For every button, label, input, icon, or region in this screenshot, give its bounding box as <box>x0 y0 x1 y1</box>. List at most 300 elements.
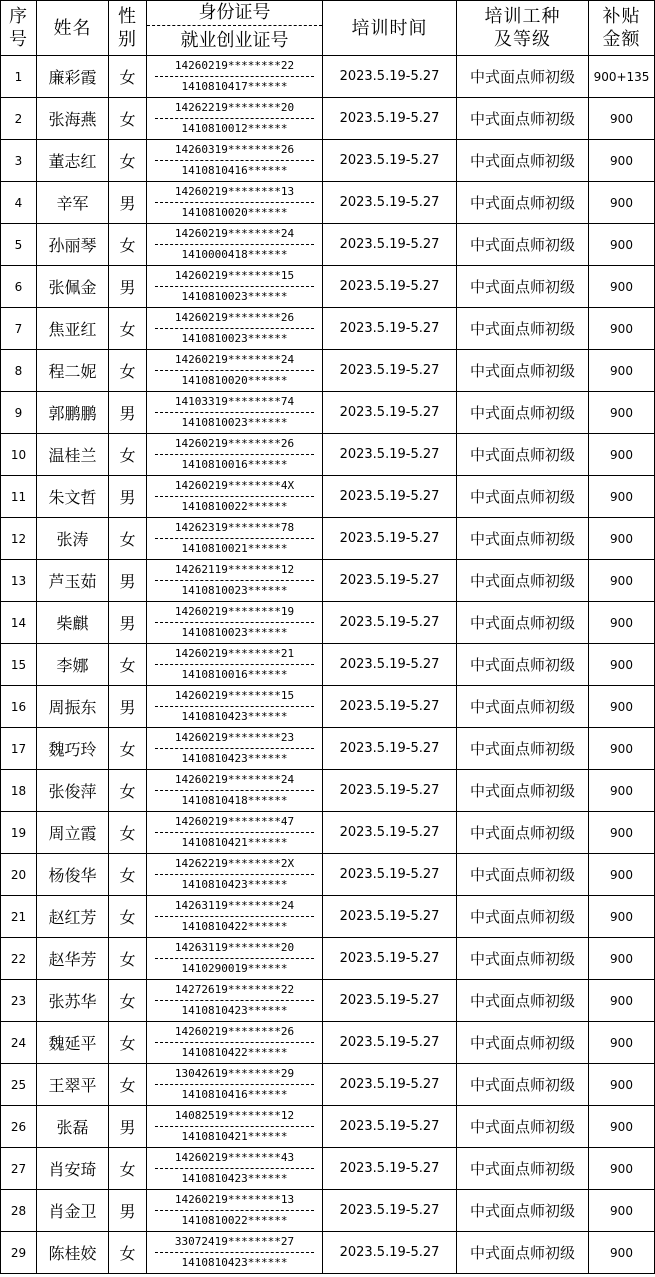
cell-sex: 男 <box>109 1106 147 1148</box>
table-row <box>1 644 655 686</box>
cell-seq: 24 <box>1 1022 37 1064</box>
cell-time: 2023.5.19-5.27 <box>323 1190 457 1232</box>
cell-amount: 900 <box>589 308 655 350</box>
cell-type: 中式面点师初级 <box>457 1190 589 1232</box>
cell-cert: 1410810016****** <box>181 458 288 471</box>
cell-name: 肖安琦 <box>37 1148 109 1190</box>
header-amount-text: 补贴金额 <box>602 6 641 50</box>
cell-sex: 男 <box>109 560 147 602</box>
cell-type: 中式面点师初级 <box>457 98 589 140</box>
table-row <box>1 854 655 896</box>
cell-time: 2023.5.19-5.27 <box>323 686 457 728</box>
cell-sex: 女 <box>109 938 147 980</box>
cell-id-cert <box>147 1190 323 1232</box>
cell-sex: 女 <box>109 728 147 770</box>
cell-name: 焦亚红 <box>37 308 109 350</box>
cell-time: 2023.5.19-5.27 <box>323 938 457 980</box>
cell-time: 2023.5.19-5.27 <box>323 182 457 224</box>
cell-id: 14263119********20 <box>155 938 314 959</box>
cell-id-cert <box>147 434 323 476</box>
cell-cert: 1410810022****** <box>181 500 288 513</box>
cell-cert: 1410810023****** <box>181 290 288 303</box>
cell-id: 14260219********4X <box>155 476 314 497</box>
cell-id: 14262119********12 <box>155 560 314 581</box>
cell-amount: 900 <box>589 728 655 770</box>
cell-type: 中式面点师初级 <box>457 1064 589 1106</box>
cell-seq: 21 <box>1 896 37 938</box>
cell-time: 2023.5.19-5.27 <box>323 644 457 686</box>
cell-id-cert <box>147 644 323 686</box>
cell-id: 14260219********43 <box>155 1148 314 1169</box>
cell-time: 2023.5.19-5.27 <box>323 812 457 854</box>
cell-time: 2023.5.19-5.27 <box>323 1106 457 1148</box>
cell-id: 14260219********24 <box>155 350 314 371</box>
cell-seq: 18 <box>1 770 37 812</box>
header-id-cell <box>147 1 323 56</box>
cell-time: 2023.5.19-5.27 <box>323 434 457 476</box>
table-row <box>1 812 655 854</box>
cell-seq: 22 <box>1 938 37 980</box>
cell-id-cert <box>147 224 323 266</box>
cell-type: 中式面点师初级 <box>457 350 589 392</box>
cell-name: 张海燕 <box>37 98 109 140</box>
cell-type: 中式面点师初级 <box>457 56 589 98</box>
cell-amount: 900 <box>589 644 655 686</box>
cell-sex: 男 <box>109 266 147 308</box>
cell-time: 2023.5.19-5.27 <box>323 896 457 938</box>
table-row <box>1 938 655 980</box>
cell-cert: 1410810423****** <box>181 1172 288 1185</box>
table-row <box>1 182 655 224</box>
header-name: 姓名 <box>37 1 109 56</box>
cell-seq: 8 <box>1 350 37 392</box>
table-row <box>1 476 655 518</box>
cell-cert: 1410810023****** <box>181 416 288 429</box>
cell-seq: 3 <box>1 140 37 182</box>
cell-name: 张俊萍 <box>37 770 109 812</box>
cell-id: 14260219********47 <box>155 812 314 833</box>
cell-id-cert <box>147 1232 323 1274</box>
cell-sex: 男 <box>109 686 147 728</box>
cell-name: 魏延平 <box>37 1022 109 1064</box>
cell-amount: 900 <box>589 1190 655 1232</box>
cell-id: 14260219********19 <box>155 602 314 623</box>
cell-sex: 男 <box>109 182 147 224</box>
cell-type: 中式面点师初级 <box>457 1106 589 1148</box>
table-row <box>1 1106 655 1148</box>
cell-sex: 女 <box>109 854 147 896</box>
cell-name: 杨俊华 <box>37 854 109 896</box>
cell-cert: 1410810418****** <box>181 794 288 807</box>
cell-amount: 900 <box>589 476 655 518</box>
cell-id: 14260219********26 <box>155 308 314 329</box>
cell-amount: 900 <box>589 518 655 560</box>
cell-type: 中式面点师初级 <box>457 518 589 560</box>
cell-id-cert <box>147 350 323 392</box>
cell-amount: 900 <box>589 686 655 728</box>
cell-name: 王翠平 <box>37 1064 109 1106</box>
cell-id: 14103319********74 <box>155 392 314 413</box>
cell-sex: 男 <box>109 1190 147 1232</box>
cell-name: 董志红 <box>37 140 109 182</box>
cell-amount: 900 <box>589 980 655 1022</box>
cell-id-cert <box>147 1022 323 1064</box>
cell-name: 张涛 <box>37 518 109 560</box>
cell-id: 14260319********26 <box>155 140 314 161</box>
cell-name: 张苏华 <box>37 980 109 1022</box>
cell-sex: 女 <box>109 518 147 560</box>
cell-type: 中式面点师初级 <box>457 308 589 350</box>
cell-time: 2023.5.19-5.27 <box>323 224 457 266</box>
cell-amount: 900+135 <box>589 56 655 98</box>
cell-type: 中式面点师初级 <box>457 854 589 896</box>
cell-id: 14260219********26 <box>155 1022 314 1043</box>
cell-time: 2023.5.19-5.27 <box>323 392 457 434</box>
cell-type: 中式面点师初级 <box>457 476 589 518</box>
table-row <box>1 56 655 98</box>
header-amount <box>589 1 655 56</box>
cell-id-cert <box>147 392 323 434</box>
cell-seq: 6 <box>1 266 37 308</box>
table-row <box>1 1148 655 1190</box>
cell-time: 2023.5.19-5.27 <box>323 98 457 140</box>
cell-id-cert <box>147 1064 323 1106</box>
cell-id: 14260219********15 <box>155 266 314 287</box>
cell-cert: 1410810421****** <box>181 1130 288 1143</box>
cell-type: 中式面点师初级 <box>457 560 589 602</box>
cell-sex: 女 <box>109 434 147 476</box>
table-row <box>1 1064 655 1106</box>
cell-id: 14260219********23 <box>155 728 314 749</box>
cell-type: 中式面点师初级 <box>457 266 589 308</box>
cell-time: 2023.5.19-5.27 <box>323 1232 457 1274</box>
cell-seq: 27 <box>1 1148 37 1190</box>
cell-id: 14260219********21 <box>155 644 314 665</box>
cell-seq: 17 <box>1 728 37 770</box>
cell-amount: 900 <box>589 1106 655 1148</box>
table-row <box>1 560 655 602</box>
cell-id-cert <box>147 140 323 182</box>
cell-id-cert <box>147 1148 323 1190</box>
cell-id: 14262219********2X <box>155 854 314 875</box>
header-sex <box>109 1 147 56</box>
cell-amount: 900 <box>589 1022 655 1064</box>
cell-name: 肖金卫 <box>37 1190 109 1232</box>
cell-name: 朱文哲 <box>37 476 109 518</box>
cell-id: 14263119********24 <box>155 896 314 917</box>
header-time: 培训时间 <box>323 1 457 56</box>
cell-seq: 5 <box>1 224 37 266</box>
cell-id-cert <box>147 56 323 98</box>
cell-amount: 900 <box>589 770 655 812</box>
cell-seq: 1 <box>1 56 37 98</box>
cell-time: 2023.5.19-5.27 <box>323 266 457 308</box>
cell-seq: 20 <box>1 854 37 896</box>
table-row <box>1 392 655 434</box>
cell-id-cert <box>147 812 323 854</box>
cell-amount: 900 <box>589 1148 655 1190</box>
cell-id-cert <box>147 602 323 644</box>
cell-id-cert <box>147 518 323 560</box>
cell-amount: 900 <box>589 560 655 602</box>
cell-id-cert <box>147 854 323 896</box>
cell-name: 陈桂姣 <box>37 1232 109 1274</box>
cell-cert: 1410810022****** <box>181 1214 288 1227</box>
cell-type: 中式面点师初级 <box>457 770 589 812</box>
cell-type: 中式面点师初级 <box>457 224 589 266</box>
cell-name: 廉彩霞 <box>37 56 109 98</box>
cell-id: 14260219********24 <box>155 770 314 791</box>
header-type-text: 培训工种及等级 <box>484 6 561 50</box>
cell-id: 14260219********13 <box>155 182 314 203</box>
cell-id-cert <box>147 770 323 812</box>
cell-amount: 900 <box>589 854 655 896</box>
cell-seq: 14 <box>1 602 37 644</box>
cell-name: 魏巧玲 <box>37 728 109 770</box>
table-row <box>1 896 655 938</box>
cell-type: 中式面点师初级 <box>457 938 589 980</box>
cell-name: 辛军 <box>37 182 109 224</box>
cell-name: 程二妮 <box>37 350 109 392</box>
cell-sex: 女 <box>109 896 147 938</box>
cell-cert: 1410810423****** <box>181 878 288 891</box>
cell-name: 赵华芳 <box>37 938 109 980</box>
cell-sex: 女 <box>109 980 147 1022</box>
header-row <box>1 1 655 56</box>
cell-cert: 1410290019****** <box>181 962 288 975</box>
cell-amount: 900 <box>589 896 655 938</box>
cell-id-cert <box>147 686 323 728</box>
cell-seq: 4 <box>1 182 37 224</box>
table-row <box>1 98 655 140</box>
cell-id-cert <box>147 560 323 602</box>
cell-name: 孙丽琴 <box>37 224 109 266</box>
cell-time: 2023.5.19-5.27 <box>323 980 457 1022</box>
cell-time: 2023.5.19-5.27 <box>323 854 457 896</box>
cell-seq: 13 <box>1 560 37 602</box>
cell-type: 中式面点师初级 <box>457 140 589 182</box>
cell-type: 中式面点师初级 <box>457 392 589 434</box>
table-row <box>1 350 655 392</box>
cell-cert: 1410810016****** <box>181 668 288 681</box>
cell-cert: 1410810423****** <box>181 752 288 765</box>
table-row <box>1 1022 655 1064</box>
cell-cert: 1410000418****** <box>181 248 288 261</box>
cell-cert: 1410810417****** <box>181 80 288 93</box>
cell-seq: 16 <box>1 686 37 728</box>
cell-type: 中式面点师初级 <box>457 1148 589 1190</box>
cell-type: 中式面点师初级 <box>457 812 589 854</box>
cell-amount: 900 <box>589 182 655 224</box>
cell-amount: 900 <box>589 224 655 266</box>
cell-seq: 29 <box>1 1232 37 1274</box>
cell-seq: 23 <box>1 980 37 1022</box>
cell-amount: 900 <box>589 266 655 308</box>
cell-time: 2023.5.19-5.27 <box>323 140 457 182</box>
cell-amount: 900 <box>589 434 655 476</box>
cell-id: 14272619********22 <box>155 980 314 1001</box>
cell-time: 2023.5.19-5.27 <box>323 770 457 812</box>
cell-id-cert <box>147 182 323 224</box>
cell-name: 郭鹏鹏 <box>37 392 109 434</box>
cell-sex: 女 <box>109 1232 147 1274</box>
table-row <box>1 434 655 476</box>
cell-name: 芦玉茹 <box>37 560 109 602</box>
table-row <box>1 266 655 308</box>
cell-id: 33072419********27 <box>155 1232 314 1253</box>
header-cert: 就业创业证号 <box>180 30 289 51</box>
cell-type: 中式面点师初级 <box>457 434 589 476</box>
cell-type: 中式面点师初级 <box>457 602 589 644</box>
cell-type: 中式面点师初级 <box>457 686 589 728</box>
cell-id: 14262319********78 <box>155 518 314 539</box>
cell-type: 中式面点师初级 <box>457 980 589 1022</box>
table-row <box>1 1190 655 1232</box>
cell-amount: 900 <box>589 938 655 980</box>
cell-id: 14082519********12 <box>155 1106 314 1127</box>
cell-type: 中式面点师初级 <box>457 728 589 770</box>
cell-id-cert <box>147 728 323 770</box>
cell-sex: 女 <box>109 1022 147 1064</box>
cell-cert: 1410810423****** <box>181 710 288 723</box>
cell-seq: 15 <box>1 644 37 686</box>
header-type <box>457 1 589 56</box>
cell-name: 李娜 <box>37 644 109 686</box>
cell-id: 14260219********15 <box>155 686 314 707</box>
cell-time: 2023.5.19-5.27 <box>323 1148 457 1190</box>
cell-id-cert <box>147 476 323 518</box>
cell-time: 2023.5.19-5.27 <box>323 476 457 518</box>
cell-type: 中式面点师初级 <box>457 182 589 224</box>
cell-type: 中式面点师初级 <box>457 644 589 686</box>
cell-id-cert <box>147 266 323 308</box>
cell-cert: 1410810020****** <box>181 374 288 387</box>
cell-sex: 女 <box>109 56 147 98</box>
cell-seq: 28 <box>1 1190 37 1232</box>
cell-sex: 女 <box>109 308 147 350</box>
table-row <box>1 308 655 350</box>
cell-sex: 女 <box>109 770 147 812</box>
cell-seq: 26 <box>1 1106 37 1148</box>
cell-time: 2023.5.19-5.27 <box>323 350 457 392</box>
cell-cert: 1410810423****** <box>181 1256 288 1269</box>
cell-id-cert <box>147 980 323 1022</box>
cell-cert: 1410810422****** <box>181 1046 288 1059</box>
cell-time: 2023.5.19-5.27 <box>323 518 457 560</box>
cell-amount: 900 <box>589 140 655 182</box>
cell-cert: 1410810416****** <box>181 1088 288 1101</box>
cell-id-cert <box>147 98 323 140</box>
cell-type: 中式面点师初级 <box>457 1022 589 1064</box>
cell-cert: 1410810422****** <box>181 920 288 933</box>
cell-amount: 900 <box>589 812 655 854</box>
cell-amount: 900 <box>589 1232 655 1274</box>
cell-cert: 1410810023****** <box>181 626 288 639</box>
cell-id-cert <box>147 896 323 938</box>
cell-name: 张磊 <box>37 1106 109 1148</box>
cell-seq: 9 <box>1 392 37 434</box>
cell-seq: 7 <box>1 308 37 350</box>
cell-id-cert <box>147 308 323 350</box>
header-seq <box>1 1 37 56</box>
cell-id: 14260219********22 <box>155 56 314 77</box>
cell-name: 温桂兰 <box>37 434 109 476</box>
header-seq-text: 序号 <box>9 6 28 50</box>
cell-id: 14262219********20 <box>155 98 314 119</box>
cell-cert: 1410810023****** <box>181 584 288 597</box>
cell-sex: 女 <box>109 98 147 140</box>
cell-name: 周立霞 <box>37 812 109 854</box>
cell-sex: 女 <box>109 644 147 686</box>
cell-id: 14260219********24 <box>155 224 314 245</box>
cell-sex: 女 <box>109 812 147 854</box>
cell-sex: 女 <box>109 1064 147 1106</box>
cell-seq: 19 <box>1 812 37 854</box>
table-row <box>1 728 655 770</box>
cell-type: 中式面点师初级 <box>457 896 589 938</box>
cell-cert: 1410810416****** <box>181 164 288 177</box>
cell-cert: 1410810021****** <box>181 542 288 555</box>
cell-name: 周振东 <box>37 686 109 728</box>
header-sex-text: 性别 <box>118 6 137 50</box>
table-row <box>1 602 655 644</box>
cell-time: 2023.5.19-5.27 <box>323 1064 457 1106</box>
table-row <box>1 980 655 1022</box>
cell-id-cert <box>147 938 323 980</box>
cell-time: 2023.5.19-5.27 <box>323 560 457 602</box>
cell-time: 2023.5.19-5.27 <box>323 1022 457 1064</box>
cell-cert: 1410810020****** <box>181 206 288 219</box>
table-row <box>1 140 655 182</box>
cell-sex: 女 <box>109 1148 147 1190</box>
cell-id-cert <box>147 1106 323 1148</box>
cell-sex: 女 <box>109 140 147 182</box>
cell-sex: 男 <box>109 476 147 518</box>
cell-type: 中式面点师初级 <box>457 1232 589 1274</box>
cell-cert: 1410810423****** <box>181 1004 288 1017</box>
cell-id: 13042619********29 <box>155 1064 314 1085</box>
cell-time: 2023.5.19-5.27 <box>323 56 457 98</box>
cell-sex: 女 <box>109 224 147 266</box>
header-id: 身份证号 <box>147 1 322 26</box>
cell-id: 14260219********13 <box>155 1190 314 1211</box>
cell-name: 张佩金 <box>37 266 109 308</box>
cell-seq: 12 <box>1 518 37 560</box>
cell-seq: 10 <box>1 434 37 476</box>
table-row <box>1 518 655 560</box>
cell-name: 柴麒 <box>37 602 109 644</box>
cell-time: 2023.5.19-5.27 <box>323 728 457 770</box>
cell-name: 赵红芳 <box>37 896 109 938</box>
cell-amount: 900 <box>589 1064 655 1106</box>
cell-sex: 女 <box>109 350 147 392</box>
table-row <box>1 770 655 812</box>
cell-cert: 1410810421****** <box>181 836 288 849</box>
table-body <box>1 56 655 1274</box>
cell-seq: 25 <box>1 1064 37 1106</box>
cell-cert: 1410810012****** <box>181 122 288 135</box>
table-row <box>1 224 655 266</box>
table-row <box>1 686 655 728</box>
cell-amount: 900 <box>589 602 655 644</box>
cell-sex: 男 <box>109 602 147 644</box>
cell-seq: 11 <box>1 476 37 518</box>
cell-time: 2023.5.19-5.27 <box>323 602 457 644</box>
cell-seq: 2 <box>1 98 37 140</box>
table-row <box>1 1232 655 1274</box>
cell-amount: 900 <box>589 392 655 434</box>
cell-time: 2023.5.19-5.27 <box>323 308 457 350</box>
